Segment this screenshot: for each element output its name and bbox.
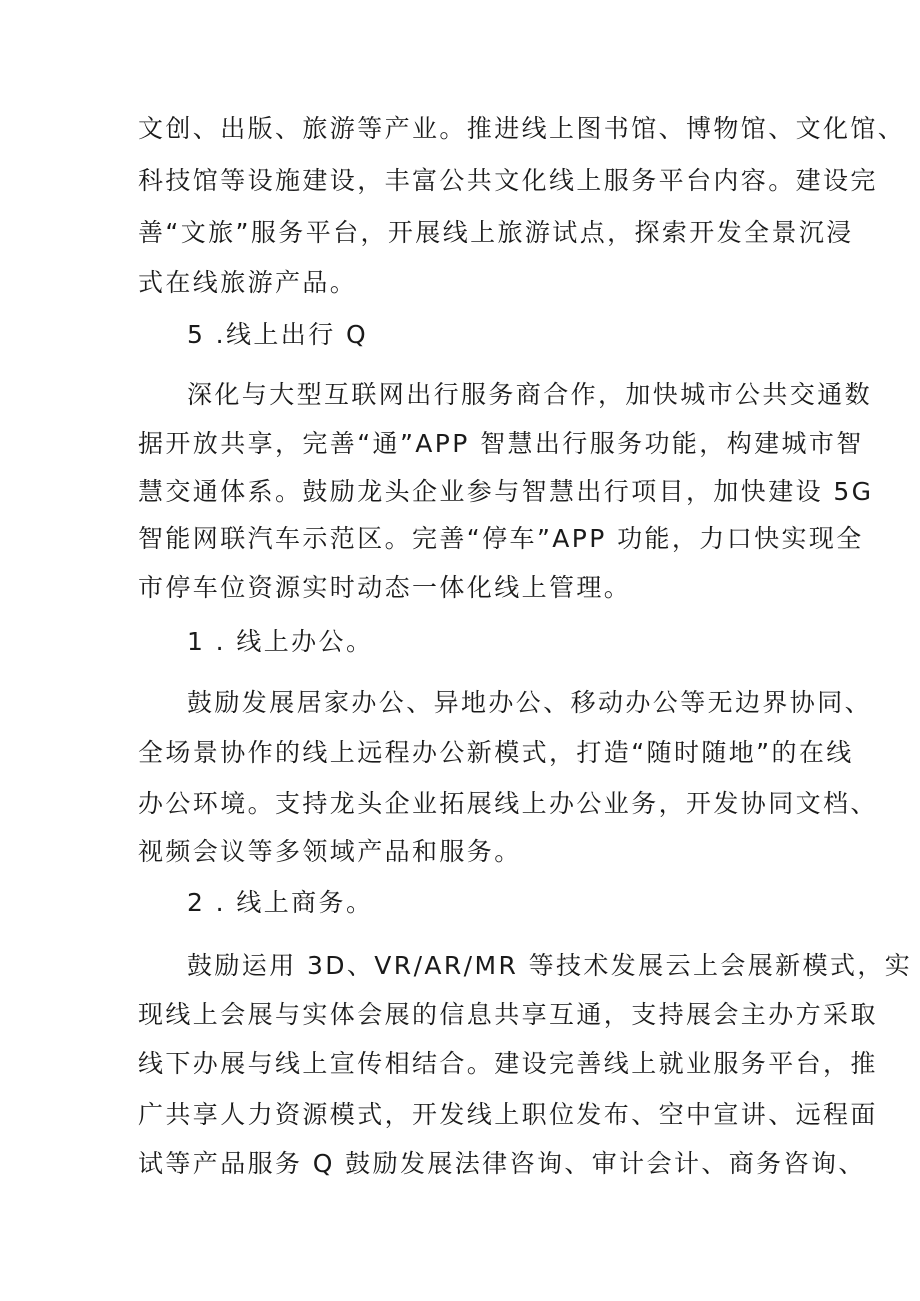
- section-heading-online-business: 2 . 线上商务。: [187, 888, 374, 917]
- paragraph-line: 慧交通体系。鼓励龙头企业参与智慧出行项目，加快建设 5G: [138, 477, 874, 506]
- paragraph-line: 广共享人力资源模式，开发线上职位发布、空中宣讲、远程面: [138, 1100, 878, 1129]
- paragraph-line: 现线上会展与实体会展的信息共享互通，支持展会主办方采取: [138, 1000, 878, 1029]
- paragraph-line: 全场景协作的线上远程办公新模式，打造“随时随地”的在线: [138, 738, 854, 767]
- paragraph-line: 智能网联汽车示范区。完善“停车”APP 功能，力口快实现全: [138, 524, 864, 553]
- paragraph-line: 线下办展与线上宣传相结合。建设完善线上就业服务平台，推: [138, 1049, 878, 1078]
- paragraph-line: 视频会议等多领域产品和服务。: [138, 837, 522, 866]
- paragraph-line: 善“文旅”服务平台，开展线上旅游试点，探索开发全景沉浸: [138, 218, 854, 247]
- paragraph-line: 市停车位资源实时动态一体化线上管理。: [138, 573, 632, 602]
- paragraph-line: 试等产品服务 Q 鼓励发展法律咨询、审计会计、商务咨询、: [138, 1149, 866, 1178]
- paragraph-line: 式在线旅游产品。: [138, 268, 358, 297]
- paragraph-line: 文创、出版、旅游等产业。推进线上图书馆、博物馆、文化馆、: [138, 114, 906, 143]
- paragraph-line: 深化与大型互联网出行服务商合作，加快城市公共交通数: [187, 380, 873, 409]
- paragraph-line: 鼓励运用 3D、VR/AR/MR 等技术发展云上会展新模式，实: [187, 951, 913, 980]
- paragraph-line: 鼓励发展居家办公、异地办公、移动办公等无边界协同、: [187, 688, 873, 717]
- section-heading-online-office: 1 . 线上办公。: [187, 627, 374, 656]
- section-heading-online-travel: 5 .线上出行 Q: [187, 320, 369, 349]
- paragraph-line: 据开放共享，完善“通”APP 智慧出行服务功能，构建城市智: [138, 429, 864, 458]
- paragraph-line: 科技馆等设施建设，丰富公共文化线上服务平台内容。建设完: [138, 166, 878, 195]
- paragraph-line: 办公环境。支持龙头企业拓展线上办公业务，开发协同文档、: [138, 789, 878, 818]
